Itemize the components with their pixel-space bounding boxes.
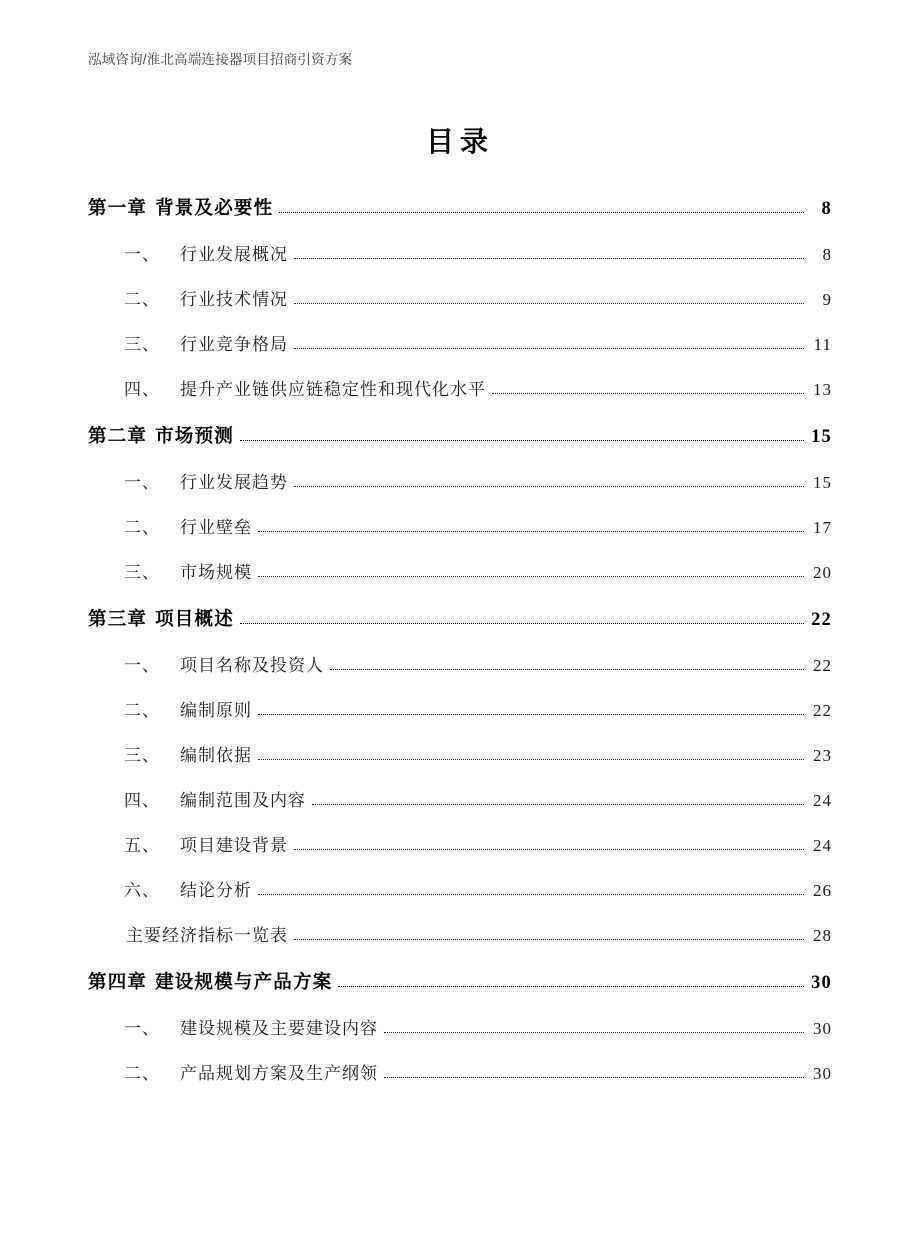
- toc-entry-label: 行业技术情况: [180, 290, 288, 309]
- toc-entry-label: 项目建设背景: [180, 836, 288, 855]
- toc-entry-number: 第四章: [88, 973, 148, 993]
- toc-entry-page-number: 22: [813, 656, 832, 675]
- toc-entry-label: 建设规模与产品方案: [155, 973, 333, 993]
- toc-entry-label: 编制依据: [180, 746, 252, 765]
- toc-entry[interactable]: [88, 422, 832, 448]
- toc-entry-label: 编制范围及内容: [180, 791, 306, 810]
- toc-entry-page-number: 28: [813, 926, 832, 945]
- toc-entry-label: 行业竞争格局: [180, 335, 288, 354]
- toc-entry-label: 项目概述: [155, 610, 234, 630]
- toc-entry-page-number: 20: [813, 563, 832, 582]
- toc-entry-number: 二、: [124, 701, 160, 720]
- toc-entry-page-number: 15: [813, 473, 832, 492]
- toc-entry[interactable]: [88, 651, 832, 676]
- toc-entry-number: 三、: [124, 746, 160, 765]
- toc-entry[interactable]: [88, 468, 832, 493]
- toc-entry[interactable]: [88, 786, 832, 811]
- toc-entry[interactable]: [88, 558, 832, 583]
- toc-entry-number: 四、: [124, 791, 160, 810]
- toc-entry-page-number: 23: [813, 746, 832, 765]
- toc-leader-dots: [294, 348, 804, 349]
- toc-entry-page-number: 9: [822, 290, 832, 309]
- toc-leader-dots: [258, 531, 804, 532]
- toc-leader-dots: [384, 1032, 804, 1033]
- toc-entry-page-number: 24: [813, 791, 832, 810]
- toc-entry-page-number: 8: [822, 245, 832, 264]
- toc-leader-dots: [294, 303, 804, 304]
- toc-entry-number: 二、: [124, 1064, 160, 1083]
- toc-entry-page-number: 30: [813, 1019, 832, 1038]
- toc-leader-dots: [294, 486, 804, 487]
- toc-entry-number: 一、: [124, 245, 160, 264]
- toc-entry-page-number: 13: [813, 380, 832, 399]
- toc-entry-number: 一、: [124, 1019, 160, 1038]
- toc-leader-dots: [294, 939, 804, 940]
- toc-entry[interactable]: [88, 831, 832, 856]
- toc-entry-page-number: 30: [813, 1064, 832, 1083]
- toc-entry-label: 市场规模: [180, 563, 252, 582]
- toc-entry-page-number: 22: [813, 701, 832, 720]
- toc-entry[interactable]: [88, 741, 832, 766]
- toc-entry-label: 产品规划方案及生产纲领: [180, 1064, 378, 1083]
- toc-entry-page-number: 17: [813, 518, 832, 537]
- toc-entry[interactable]: [88, 921, 832, 946]
- toc-entry-number: 四、: [124, 380, 160, 399]
- toc-entry-number: 二、: [124, 518, 160, 537]
- toc-entry-label: 行业发展概况: [180, 245, 288, 264]
- document-page: [0, 48, 920, 1239]
- toc-entry-label: 建设规模及主要建设内容: [180, 1019, 378, 1038]
- toc-entry-page-number: 24: [813, 836, 832, 855]
- toc-entry-number: 第一章: [88, 199, 148, 219]
- toc-entry[interactable]: [88, 240, 832, 265]
- toc-entry[interactable]: [88, 194, 832, 220]
- table-of-contents: [88, 194, 832, 1084]
- toc-entry-page-number: 11: [813, 335, 832, 354]
- toc-entry-label: 项目名称及投资人: [180, 656, 324, 675]
- toc-leader-dots: [384, 1077, 804, 1078]
- toc-leader-dots: [492, 393, 804, 394]
- toc-leader-dots: [279, 212, 804, 213]
- toc-entry-label: 结论分析: [180, 881, 252, 900]
- toc-entry-page-number: 30: [811, 973, 832, 993]
- toc-entry-number: 第三章: [88, 610, 148, 630]
- toc-entry-number: 五、: [124, 836, 160, 855]
- toc-leader-dots: [240, 623, 804, 624]
- toc-entry-page-number: 26: [813, 881, 832, 900]
- toc-entry-number: 三、: [124, 335, 160, 354]
- toc-entry[interactable]: [88, 696, 832, 721]
- toc-leader-dots: [294, 849, 804, 850]
- toc-entry-number: 一、: [124, 656, 160, 675]
- toc-entry-number: 第二章: [88, 427, 148, 447]
- page-title: 目录: [425, 127, 494, 158]
- toc-entry[interactable]: [88, 605, 832, 631]
- toc-leader-dots: [258, 576, 804, 577]
- page-header: 泓域咨询/淮北高端连接器项目招商引资方案: [88, 52, 353, 67]
- toc-entry-page-number: 8: [821, 199, 832, 219]
- toc-entry[interactable]: [88, 513, 832, 538]
- toc-entry-label: 行业壁垒: [180, 518, 252, 537]
- toc-entry[interactable]: [88, 285, 832, 310]
- toc-entry[interactable]: [88, 1059, 832, 1084]
- toc-entry[interactable]: [88, 375, 832, 400]
- toc-leader-dots: [338, 986, 804, 987]
- toc-leader-dots: [258, 759, 804, 760]
- toc-leader-dots: [258, 894, 804, 895]
- toc-entry-number: 一、: [124, 473, 160, 492]
- toc-entry-number: 二、: [124, 290, 160, 309]
- toc-entry-label: 编制原则: [180, 701, 252, 720]
- toc-entry-number: 三、: [124, 563, 160, 582]
- toc-entry[interactable]: [88, 1014, 832, 1039]
- toc-entry-label: 主要经济指标一览表: [126, 926, 288, 945]
- toc-entry[interactable]: [88, 876, 832, 901]
- toc-leader-dots: [258, 714, 804, 715]
- toc-entry-page-number: 22: [811, 610, 832, 630]
- toc-leader-dots: [240, 440, 804, 441]
- toc-entry-number: 六、: [124, 881, 160, 900]
- toc-entry[interactable]: [88, 968, 832, 994]
- toc-entry[interactable]: [88, 330, 832, 355]
- toc-leader-dots: [312, 804, 804, 805]
- toc-leader-dots: [330, 669, 804, 670]
- toc-entry-page-number: 15: [811, 427, 832, 447]
- toc-entry-label: 背景及必要性: [155, 199, 274, 219]
- toc-entry-label: 提升产业链供应链稳定性和现代化水平: [180, 380, 486, 399]
- toc-leader-dots: [294, 258, 804, 259]
- toc-entry-label: 行业发展趋势: [180, 473, 288, 492]
- toc-entry-label: 市场预测: [155, 427, 234, 447]
